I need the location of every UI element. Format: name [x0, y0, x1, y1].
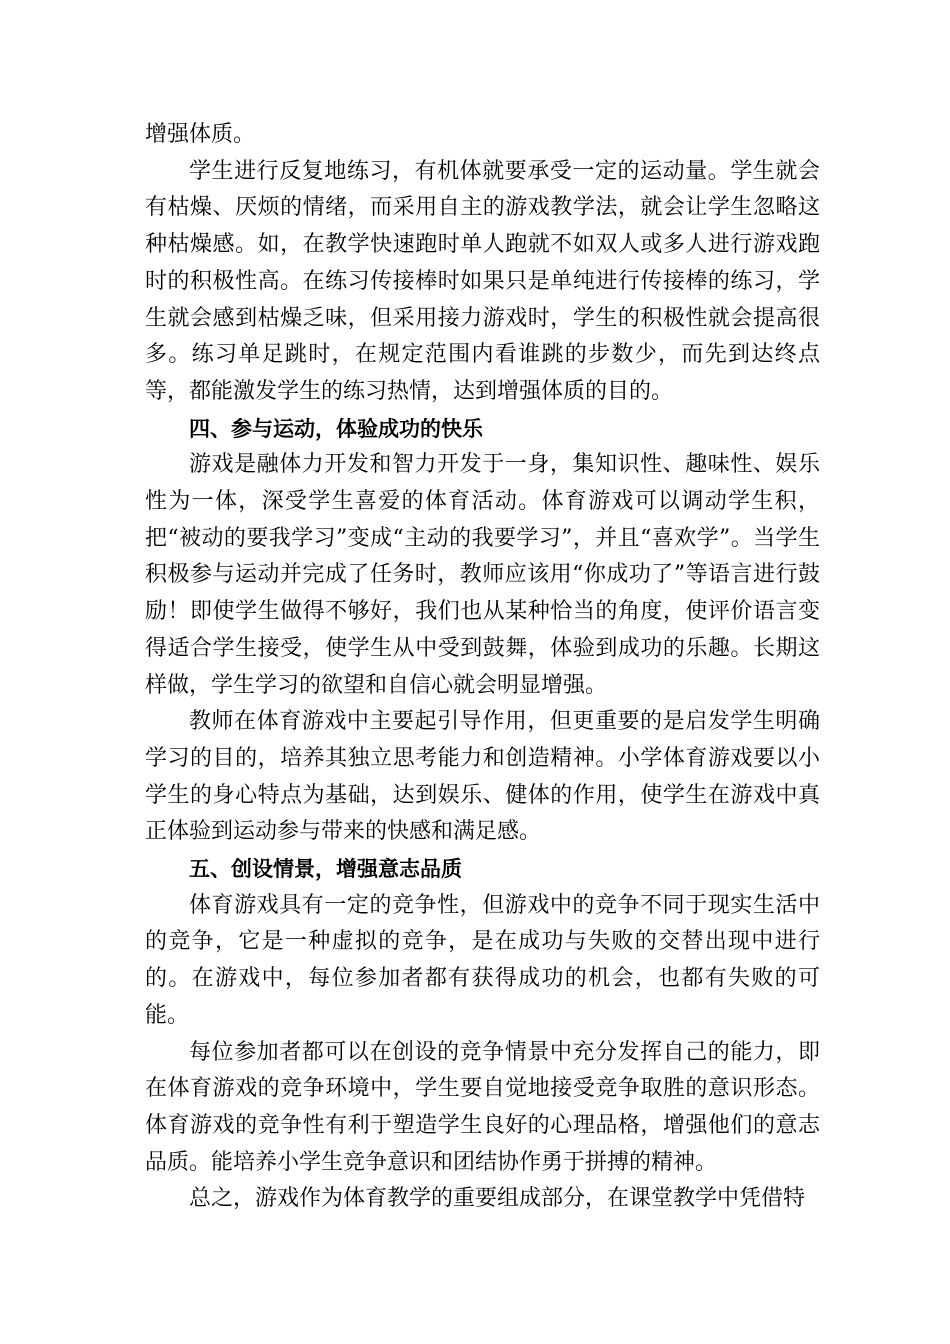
- paragraph-conclusion-start: 总之，游戏作为体育教学的重要组成部分，在课堂教学中凭借特: [189, 1186, 806, 1212]
- document-body: [145, 117, 820, 1218]
- paragraph-competition: 体育游戏具有一定的竞争性，但游戏中的竞争不同于现实生活中的竞争，它是一种虚拟的竞争，是在成功与失败的交替出现中进行的。在游戏中，每位参加者都有获得成功的机会，也都有失败的可能。: [145, 892, 820, 1028]
- section-heading-4: 四、参与运动，体验成功的快乐: [189, 416, 483, 441]
- paragraph-repetitive-practice: 学生进行反复地练习，有机体就要承受一定的运动量。学生就会有枯燥、厌烦的情绪，而采用自主的游戏教学法，就会让学生忽略这种枯燥感。如，在教学快速跑时单人跑就不如双人或多人进行游戏跑时的积极性高。在练习传接棒时如果只是单纯进行传接棒的练习，学生就会感到枯燥乏味，但采用接力游戏时，学生的积极性就会提高很多。练习单足跳时，在规定范围内看谁跳的步数少，而先到达终点等，都能激发学生的练习热情，达到增强体质的目的。: [145, 158, 820, 404]
- paragraph-teacher-role: 教师在体育游戏中主要起引导作用，但更重要的是启发学生明确学习的目的，培养其独立思考能力和创造精神。小学体育游戏要以小学生的身心特点为基础，达到娱乐、健体的作用，使学生在游戏中真正体验到运动参与带来的快感和满足感。: [145, 709, 820, 845]
- paragraph-games-fun: 游戏是融体力开发和智力开发于一身，集知识性、趣味性、娱乐性为一体，深受学生喜爱的体育活动。体育游戏可以调动学生积，把“被动的要我学习”变成“主动的我要学习”，并且“喜欢学”。当学生积极参与运动并完成了任务时，教师应该用“你成功了”等语言进行鼓励！即使学生做得不够好，我们也从某种恰当的角度，使评价语言变得适合学生接受，使学生从中受到鼓舞，体验到成功的乐趣。长期这样做，学生学习的欲望和自信心就会明显增强。: [145, 452, 820, 698]
- paragraph-intro-fragment: 增强体质。: [145, 122, 256, 147]
- paragraph-participants: 每位参加者都可以在创设的竞争情景中充分发挥自己的能力，即在体育游戏的竞争环境中，学生要自觉地接受竞争取胜的意识形态。体育游戏的竞争性有利于塑造学生良好的心理品格，增强他们的意志品质。能培养小学生竞争意识和团结协作勇于拼搏的精神。: [145, 1039, 820, 1175]
- section-heading-5: 五、创设情景，增强意志品质: [189, 857, 462, 882]
